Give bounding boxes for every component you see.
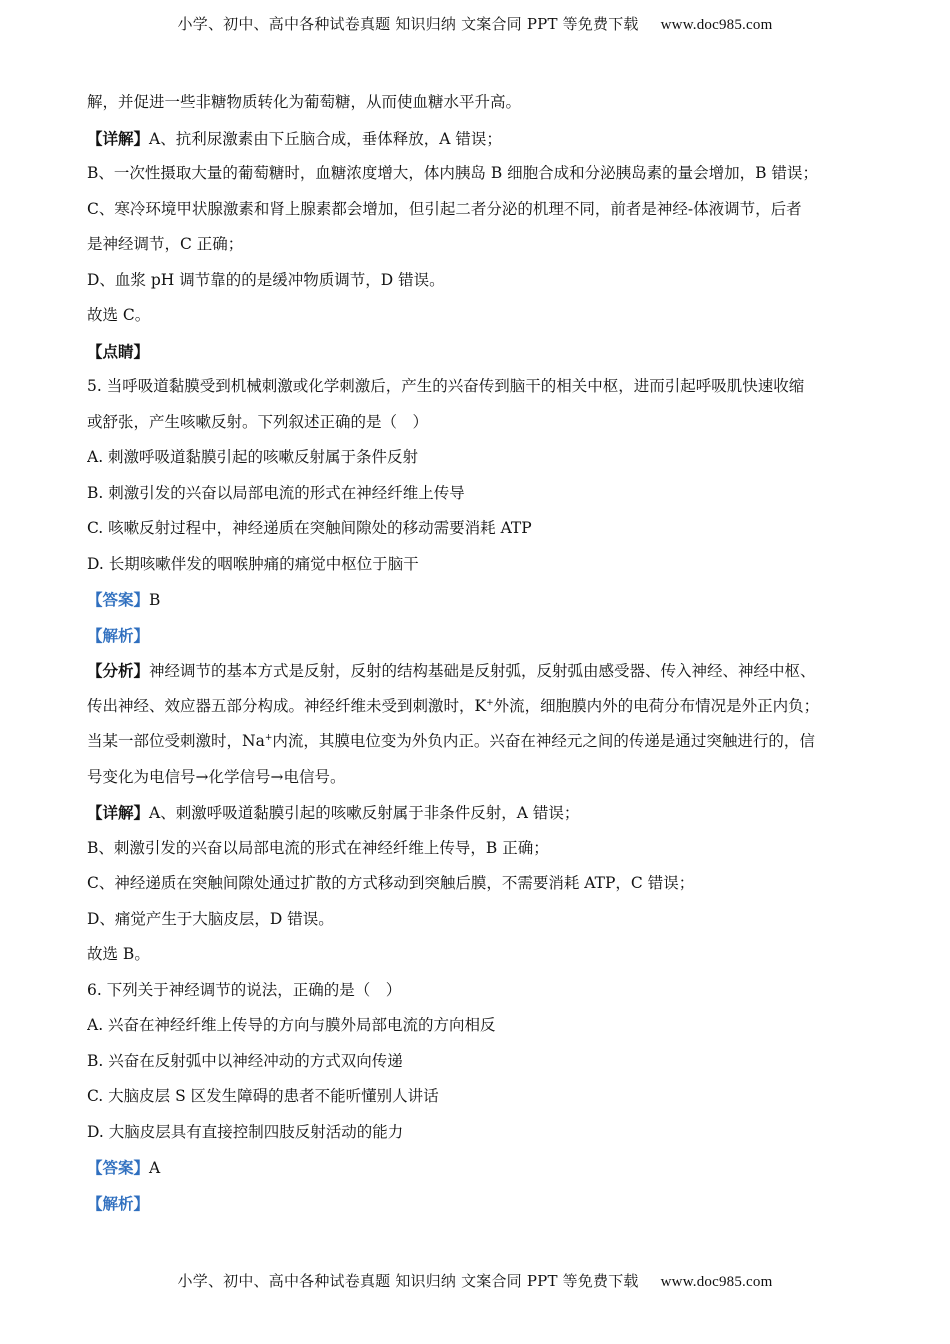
question-6-option-d: D. 大脑皮层具有直接控制四肢反射活动的能力 [87, 1122, 404, 1141]
answer-tag: 【答案】 [87, 590, 150, 609]
question-6-option-c: C. 大脑皮层 S 区发生障碍的患者不能听懂别人讲话 [87, 1087, 439, 1105]
analysis-line [87, 689, 877, 725]
question-5-jiexi [87, 618, 877, 654]
answer-value: A [149, 1159, 161, 1177]
detail-line: B、刺激引发的兴奋以局部电流的形式在神经纤维上传导，B 正确； [87, 838, 549, 857]
question-6-stem: 6. 下列关于神经调节的说法，正确的是（ ） [87, 980, 402, 999]
text-line: B、一次性摄取大量的葡萄糖时，血糖浓度增大，体内胰岛 B 细胞合成和分泌胰岛素的量会增加，B 错误； [87, 164, 818, 182]
page-footer [0, 1270, 950, 1291]
detail-text: A、抗利尿激素由下丘脑合成，垂体释放，A 错误； [149, 129, 502, 148]
detail-line [87, 121, 877, 157]
text-line: 故选 C。 [87, 306, 151, 324]
question-5-option-c: C. 咳嗽反射过程中，神经递质在突触间隙处的移动需要消耗 ATP [87, 519, 532, 537]
superscript: + [486, 697, 494, 708]
dianjing-tag: 【点睛】 [87, 341, 150, 361]
answer-tag: 【答案】 [87, 1158, 150, 1177]
analysis-text: 当某一部位受刺激时，Na [87, 732, 265, 750]
analysis-line [87, 724, 877, 760]
document-body [87, 85, 877, 1221]
text-line: C、寒冷环境甲状腺激素和肾上腺素都会增加，但引起二者分泌的机理不同，前者是神经-体液调节，后者 [87, 199, 802, 218]
analysis-text: 内流，其膜电位变为外负内正。兴奋在神经元之间的传递是通过突触进行的，信 [272, 732, 815, 750]
question-6-jiexi [87, 1186, 877, 1222]
question-6-option-a: A. 兴奋在神经纤维上传导的方向与膜外局部电流的方向相反 [87, 1016, 496, 1034]
footer-text: 小学、初中、高中各种试卷真题 知识归纳 文案合同 PPT 等免费下载 [177, 1272, 639, 1290]
analysis-line: 号变化为电信号→化学信号→电信号。 [87, 767, 346, 786]
analysis-text: 外流，细胞膜内外的电荷分布情况是外正内负； [493, 696, 820, 715]
question-5-option-b: B. 刺激引发的兴奋以局部电流的形式在神经纤维上传导 [87, 483, 465, 502]
analysis-line [87, 653, 877, 689]
question-6-answer [87, 1150, 877, 1186]
question-5-stem: 5. 当呼吸道黏膜受到机械刺激或化学刺激后，产生的兴奋传到脑干的相关中枢，进而引起呼吸肌快速收缩 [87, 377, 805, 395]
detail-line: C、神经递质在突触间隙处通过扩散的方式移动到突触后膜，不需要消耗 ATP，C 错误； [87, 874, 695, 892]
conclusion-line: 故选 B。 [87, 945, 150, 963]
detail-text: A、刺激呼吸道黏膜引起的咳嗽反射属于非条件反射，A 错误； [149, 804, 580, 822]
question-6-option-b: B. 兴奋在反射弧中以神经冲动的方式双向传递 [87, 1051, 403, 1070]
question-5-option-a: A. 刺激呼吸道黏膜引起的咳嗽反射属于条件反射 [87, 448, 419, 466]
question-5-option-d: D. 长期咳嗽伴发的咽喉肿痛的痛觉中枢位于脑干 [87, 554, 419, 573]
question-5-answer [87, 582, 877, 618]
text-line: 解，并促进一些非糖物质转化为葡萄糖，从而使血糖水平升高。 [87, 93, 522, 111]
analysis-text: 神经调节的基本方式是反射，反射的结构基础是反射弧，反射弧由感受器、传入神经、神经中枢、 [149, 662, 816, 680]
header-url[interactable]: www.doc985.com [660, 17, 773, 33]
text-line: D、血浆 pH 调节靠的的是缓冲物质调节，D 错误。 [87, 270, 445, 289]
jiexi-tag: 【解析】 [87, 1193, 150, 1213]
header-text: 小学、初中、高中各种试卷真题 知识归纳 文案合同 PPT 等免费下载 [177, 15, 639, 33]
answer-value: B [149, 591, 161, 609]
analysis-tag: 【分析】 [87, 661, 150, 680]
detail-tag: 【详解】 [87, 803, 150, 822]
detail-line [87, 795, 877, 831]
detail-line: D、痛觉产生于大脑皮层，D 错误。 [87, 909, 334, 928]
footer-url[interactable]: www.doc985.com [660, 1274, 773, 1290]
dianjing-line [87, 334, 877, 370]
detail-tag: 【详解】 [87, 128, 150, 148]
jiexi-tag: 【解析】 [87, 625, 150, 645]
text-line: 是神经调节，C 正确； [87, 235, 244, 253]
question-5-stem-cont: 或舒张，产生咳嗽反射。下列叙述正确的是（ ） [87, 412, 429, 431]
superscript: + [264, 732, 273, 743]
page-header [0, 13, 950, 34]
analysis-text: 传出神经、效应器五部分构成。神经纤维未受到刺激时，K [87, 696, 487, 715]
